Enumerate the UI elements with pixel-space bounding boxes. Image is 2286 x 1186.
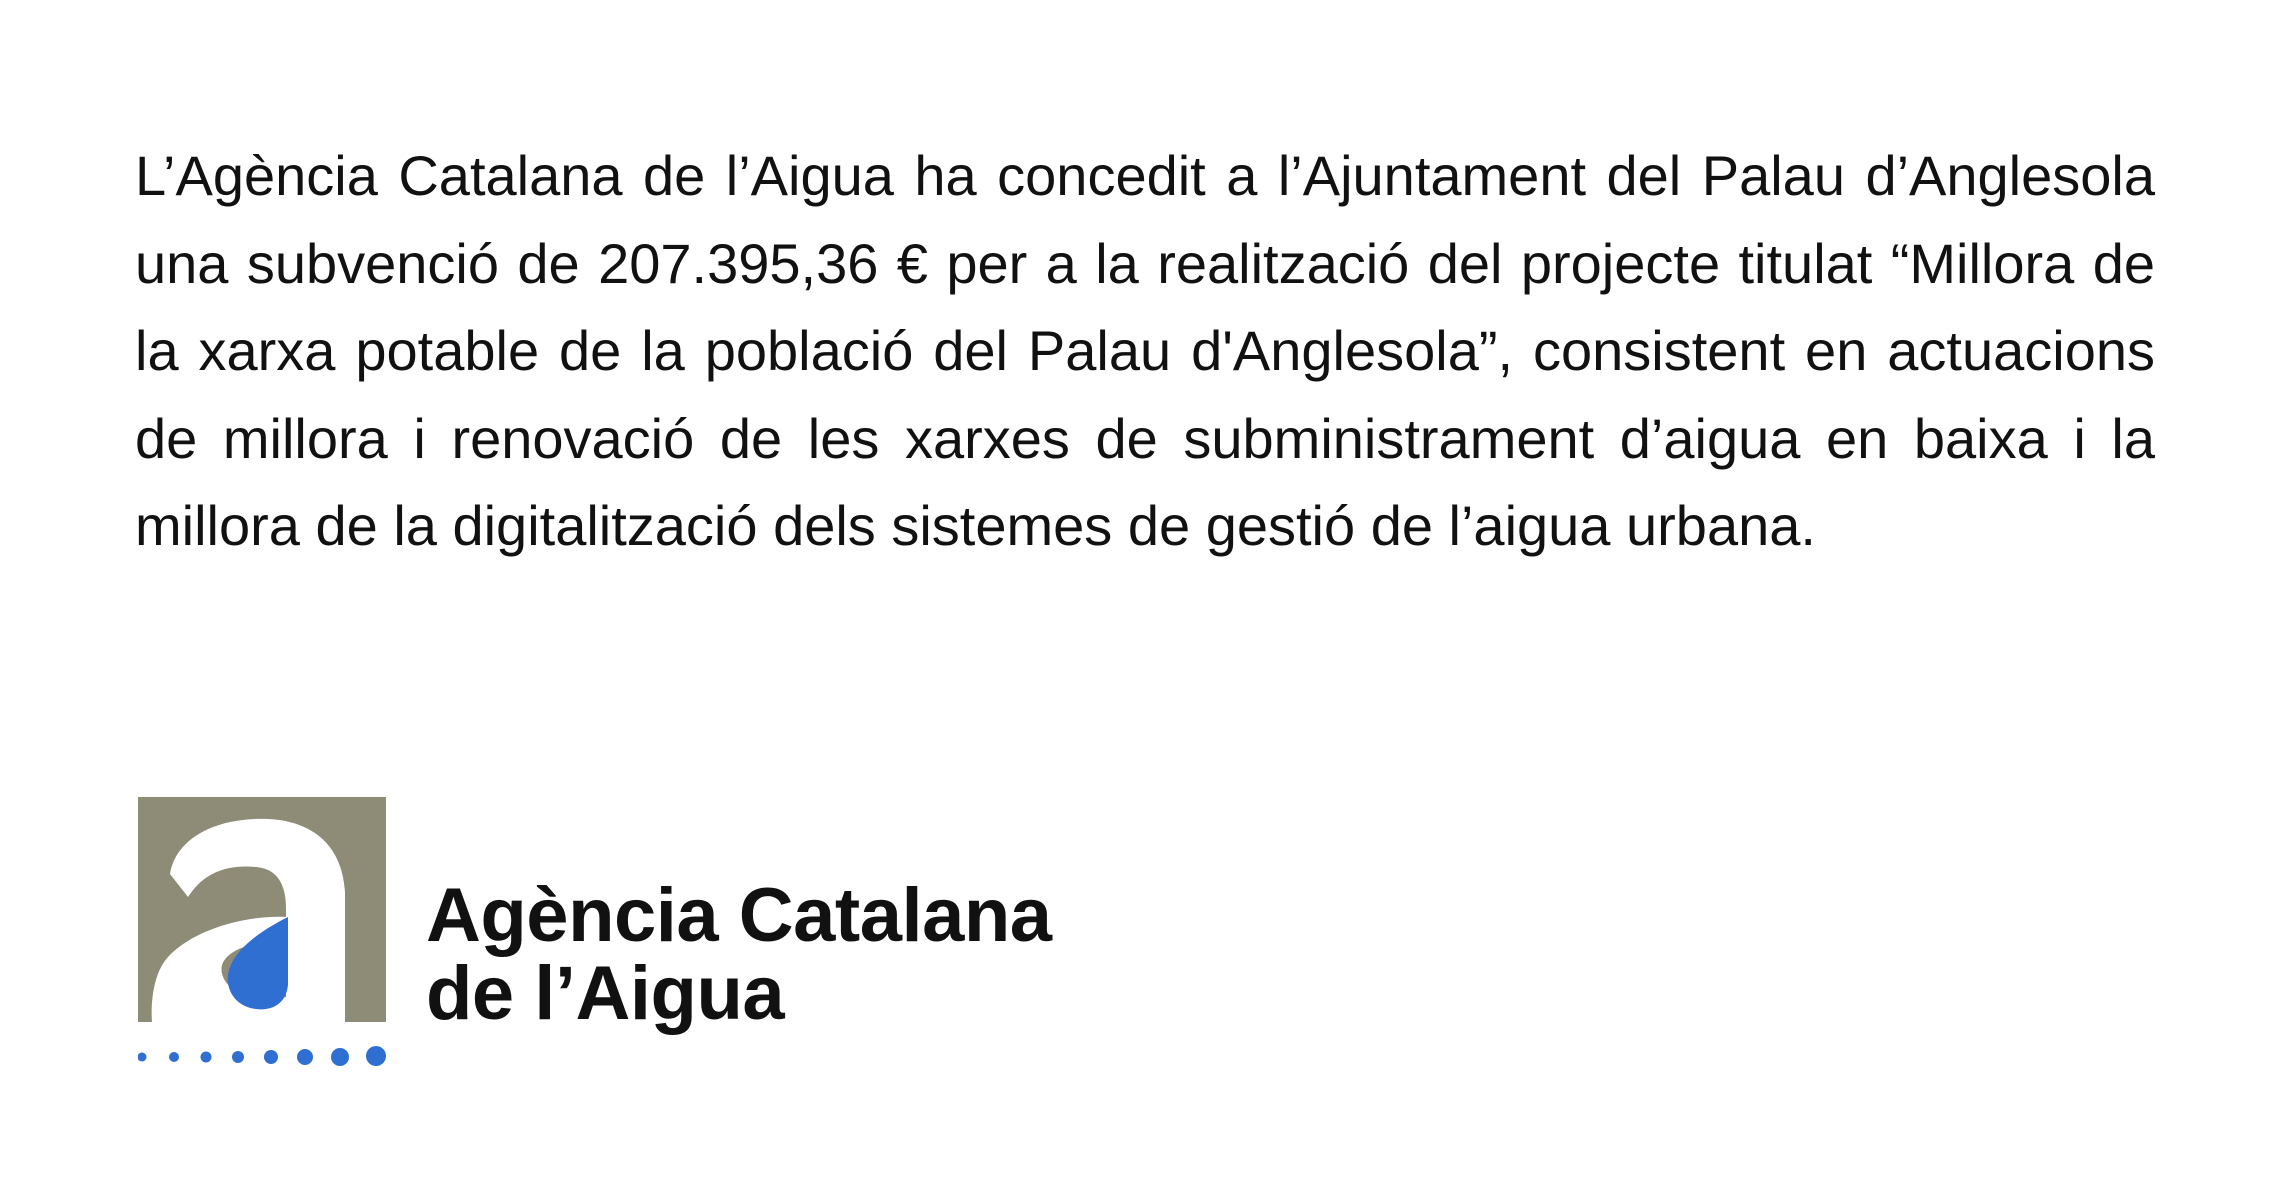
paragraph-line: d'Anglesola”, consistent en actuacions de millora i renovació de les xarxes [135, 319, 2155, 470]
announcement-paragraph [135, 132, 2155, 570]
logo-name-line: de l’Aigua [426, 951, 785, 1036]
logo-dot [201, 1052, 212, 1063]
aca-logo-icon [138, 797, 388, 1067]
logo-name-line: Agència Catalana [426, 873, 1052, 958]
paragraph-line: d’Anglesola una subvenció de 207.395,36 € per a la realització del [135, 144, 2155, 295]
paragraph-line: projecte titulat “Millora de la xarxa potable de la població del Palau [135, 231, 2155, 382]
aca-logo [138, 797, 1138, 1067]
logo-dot [297, 1049, 313, 1065]
paragraph-line: de subministrament d’aigua en baixa i la millora de la digitalització dels [135, 406, 2155, 557]
logo-dot [264, 1050, 278, 1064]
logo-dot [138, 1053, 147, 1062]
logo-dot [169, 1052, 179, 1062]
paragraph-line: sistemes de gestió de l’aigua urbana. [891, 494, 1816, 557]
logo-dot [232, 1051, 244, 1063]
logo-wordmark [426, 873, 1052, 1036]
paragraph-line: L’Agència Catalana de l’Aigua ha concedit a l’Ajuntament del Palau [135, 144, 1866, 207]
logo-dot [331, 1048, 349, 1066]
logo-dot [366, 1046, 386, 1066]
